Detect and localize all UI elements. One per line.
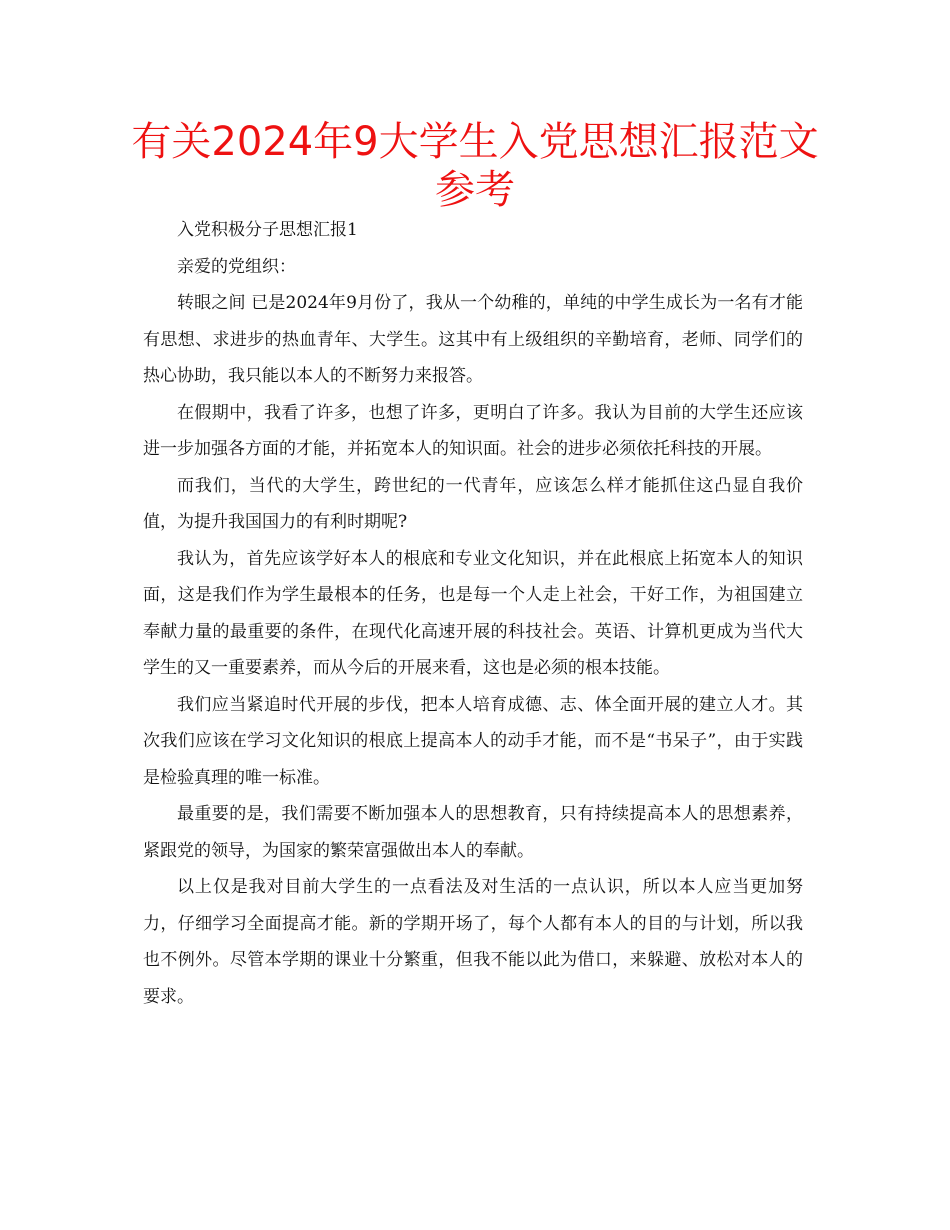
paragraph: 而我们，当代的大学生，跨世纪的一代青年，应该怎么样才能抓住这凸显自我价值，为提升我国国力的有利时期呢? <box>143 475 803 532</box>
document-body <box>143 212 803 1015</box>
paragraph: 在假期中，我看了许多，也想了许多，更明白了许多。我认为目前的大学生还应该进一步加强各方面的才能，并拓宽本人的知识面。社会的进步必须依托科技的开展。 <box>143 402 803 459</box>
salutation: 亲爱的党组织： <box>177 256 296 277</box>
paragraph: 最重要的是，我们需要不断加强本人的思想教育，只有持续提高本人的思想素养，紧跟党的领导，为国家的繁荣富强做出本人的奉献。 <box>143 804 803 861</box>
paragraph: 以上仅是我对目前大学生的一点看法及对生活的一点认识，所以本人应当更加努力，仔细学习全面提高才能。新的学期开场了，每个人都有本人的目的与计划，所以我也不例外。尽管本学期的课业十分繁重，但我不能以此为借口，来躲避、放松对本人的要求。 <box>143 877 803 1007</box>
section-heading: 入党积极分子思想汇报1 <box>177 220 358 240</box>
paragraph: 转眼之间 已是2024年9月份了，我从一个幼稚的，单纯的中学生成长为一名有才能有思想、求进步的热血青年、大学生。这其中有上级组织的辛勤培育，老师、同学们的热心协助，我只能以本人的不断努力来报答。 <box>143 293 803 386</box>
paragraph: 我认为，首先应该学好本人的根底和专业文化知识，并在此根底上拓宽本人的知识面，这是我们作为学生最根本的任务，也是每一个人走上社会，干好工作，为祖国建立奉献力量的最重要的条件，在现代化高速开展的科技社会。英语、计算机更成为当代大学生的又一重要素养，而从今后的开展来看，这也是必须的根本技能。 <box>143 548 803 678</box>
document-title: 有关2024年9大学生入党思想汇报范文参考 <box>131 119 819 213</box>
paragraph: 我们应当紧追时代开展的步伐，把本人培育成德、志、体全面开展的建立人才。其次我们应该在学习文化知识的根底上提高本人的动手才能，而不是“书呆子”，由于实践是检验真理的唯一标准。 <box>143 694 803 788</box>
